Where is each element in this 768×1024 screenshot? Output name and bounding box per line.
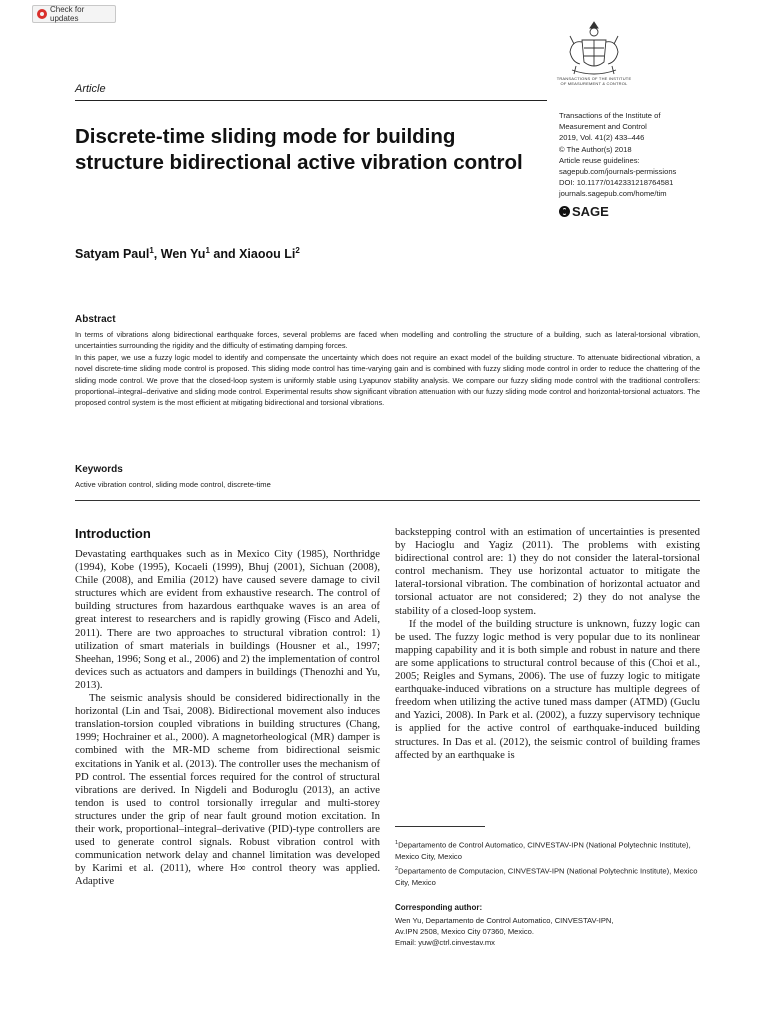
corresponding-author-details (395, 915, 700, 949)
section-divider (75, 500, 700, 501)
left-column (75, 548, 380, 888)
journal-info-block (559, 110, 739, 200)
affiliation-text: Departamento de Computacion, CINVESTAV-IPN (National Polytechnic Institute), Mexico City, Mexico (395, 866, 698, 887)
body-paragraph: If the model of the building structure is unknown, fuzzy logic can be used. The fuzzy logic method is very popular due to its nonlinear mapping capability and it is both simple and robust in nature and there are some applications to structural control because of this (Choi et al., 2005; Reigles and Symans, 2006). The use of fuzzy logic to mitigate earthquake-induced vibrations on a structure has multiple degrees of freedom when utilizing the active tuned mass damper (ATMD) (Guclu and Yazici, 2008). In Park et al. (2002), a fuzzy supervisory technique is applied for the active control of earthquake-induced building structures. In Das et al. (2012), the seismic control of building frames affected by an earthquake is (395, 617, 700, 761)
keywords-heading: Keywords (75, 464, 123, 475)
corresponding-author-email[interactable]: Email: yuw@ctrl.cinvestav.mx (395, 938, 495, 948)
author-name: Xiaoou Li (239, 247, 296, 262)
paper-title: Discrete-time sliding mode for building structure bidirectional active vibration control (75, 125, 523, 174)
permissions-link[interactable]: sagepub.com/journals-permissions (559, 167, 677, 177)
affiliation-text: Departamento de Control Automatico, CINVESTAV-IPN (National Polytechnic Institute), Mexico City, Mexico (395, 840, 691, 861)
author-affiliation-mark: 2 (295, 246, 300, 255)
body-paragraph: The seismic analysis should be considered bidirectionally in the horizontal (Lin and Tsai, 2008). Bidirectional movement also induces translation-torsion coupled vibrations in building structures (Chang, 1999; Hochrainer et al., 2000). A magnetorheological (MR) damper is combined with the MR-MD scheme from bidirectional seismic excitations in Yanik et al. (2013). The controller uses the mechanism of PD control. The essential forces required for the control of structural vibrations are derived. In Nigdeli and Boduroglu (2013), an active tendon is used to control torsionally irregular and multi-storey structures under the grip of near fault ground motion excitation. In their work, proportional–integral–derivative (PID)-type controllers are used to generate control signals. Robust vibration control with communication network delay and channel limitation was developed by Karimi et al. (2011), where H∞ control theory was applied. Adaptive (75, 692, 380, 888)
body-paragraph: backstepping control with an estimation of uncertainties is presented by Hacioglu and Yagiz (2011). The problems with existing bidirectional control are: 1) they do not consider the lateral-torsional control mechanism. They use horizontal actuator to mitigate the lateral-torsional vibration. The combination of horizontal actuator and torsional actuator are not considered; 2) they do not analyse the stability of a closed-loop system. (395, 526, 700, 617)
reuse-guidelines-label: Article reuse guidelines: (559, 155, 640, 165)
journal-volume: 2019, Vol. 41(2) 433–446 (559, 133, 645, 143)
author-affiliation-mark: 1 (205, 246, 210, 255)
header-divider (75, 100, 547, 101)
affiliation-footnote (395, 838, 700, 862)
sage-swirl-icon (559, 206, 570, 217)
body-paragraph: Devastating earthquakes such as in Mexico City (1985), Northridge (1994), Kobe (1995), Kocaeli (1999), Bhuj (2001), Sichuan (2008), Chile (2008), and Emilia (2012) have caused severe damage to civil structures which are evident from exhaustive research. The control of building structures from hazardous earthquake waves is an area of great interest to researchers and is rapidly growing (Fisco and Adeli, 2011). There are two approaches to structural vibration control: 1) utilization of smart materials in buildings (Housner et al., 1997; Sheehan, 1996; Song et al., 2006) and 2) the implementation of control devices such as actuators and dampers in buildings (Thenozhi and Yu, 2013). (75, 548, 380, 691)
corresponding-author-line: Wen Yu, Departamento de Control Automatico, CINVESTAV-IPN, (395, 916, 614, 925)
article-type-label: Article (75, 83, 106, 95)
sage-wordmark: SAGE (572, 204, 609, 219)
footnote-divider (395, 826, 485, 827)
affiliation-mark: 1 (395, 840, 399, 846)
author-separator: and (209, 247, 240, 262)
affiliation-mark: 2 (395, 865, 399, 872)
doi-link[interactable]: DOI: 10.1177/0142331218764581 (559, 178, 674, 188)
crest-caption: TRANSACTIONS OF THE INSTITUTE OF MEASUREMENT & CONTROL (556, 76, 632, 86)
institute-crest-logo (562, 18, 626, 80)
journal-name-line-2: Measurement and Control (559, 122, 647, 132)
author-name: Wen Yu (160, 247, 206, 262)
abstract-paragraph: In this paper, we use a fuzzy logic model to identify and compensate the uncertainty which does not require an exact model of the building structure. To attenuate bidirectional vibration, a novel discrete-time sliding mode control is proposed. This sliding mode control has time-varying gain and is combined with fuzzy sliding mode control in order to reduce the chattering of the sliding mode control. We prove that the closed-loop system is uniformly stable using Lyapunov stability analysis. We compare our fuzzy sliding mode control with the traditional controllers: proportional–integral–derivative and sliding mode control. Experimental results show significant vibration attenuation with our fuzzy sliding mode control and horizontal-torsional actuators. The proposed control system is the most efficient at mitigating bidirectional and torsional vibrations. (75, 352, 700, 408)
author-name: Satyam Paul (75, 247, 150, 262)
right-column (395, 526, 700, 762)
affiliation-footnote (395, 864, 700, 888)
corresponding-author-heading: Corresponding author: (395, 903, 483, 912)
copyright-line: © The Author(s) 2018 (559, 144, 632, 154)
journal-home-link[interactable]: journals.sagepub.com/home/tim (559, 189, 667, 199)
journal-name-line-1: Transactions of the Institute of (559, 111, 661, 120)
crossmark-icon (37, 9, 47, 19)
affiliation-footnotes (395, 838, 700, 890)
abstract-body (75, 329, 700, 409)
introduction-heading: Introduction (75, 526, 151, 541)
abstract-paragraph: In terms of vibrations along bidirectional earthquake forces, several problems are faced when modelling and controlling the structure of a building, such as lateral-torsional vibration, uncertainties surrounding the rigidity and the difficulty of estimating damping forces. (75, 330, 700, 351)
abstract-heading: Abstract (75, 314, 116, 325)
check-for-updates-badge[interactable] (32, 5, 116, 23)
corresponding-author-address: Av.IPN 2508, Mexico City 07360, Mexico. (395, 927, 535, 937)
author-list (75, 246, 300, 261)
author-affiliation-mark: 1 (149, 246, 154, 255)
keywords-list: Active vibration control, sliding mode control, discrete-time (75, 480, 271, 489)
check-for-updates-label: Check for updates (50, 5, 85, 23)
sage-logo (559, 204, 609, 219)
author-separator: , (153, 247, 161, 262)
